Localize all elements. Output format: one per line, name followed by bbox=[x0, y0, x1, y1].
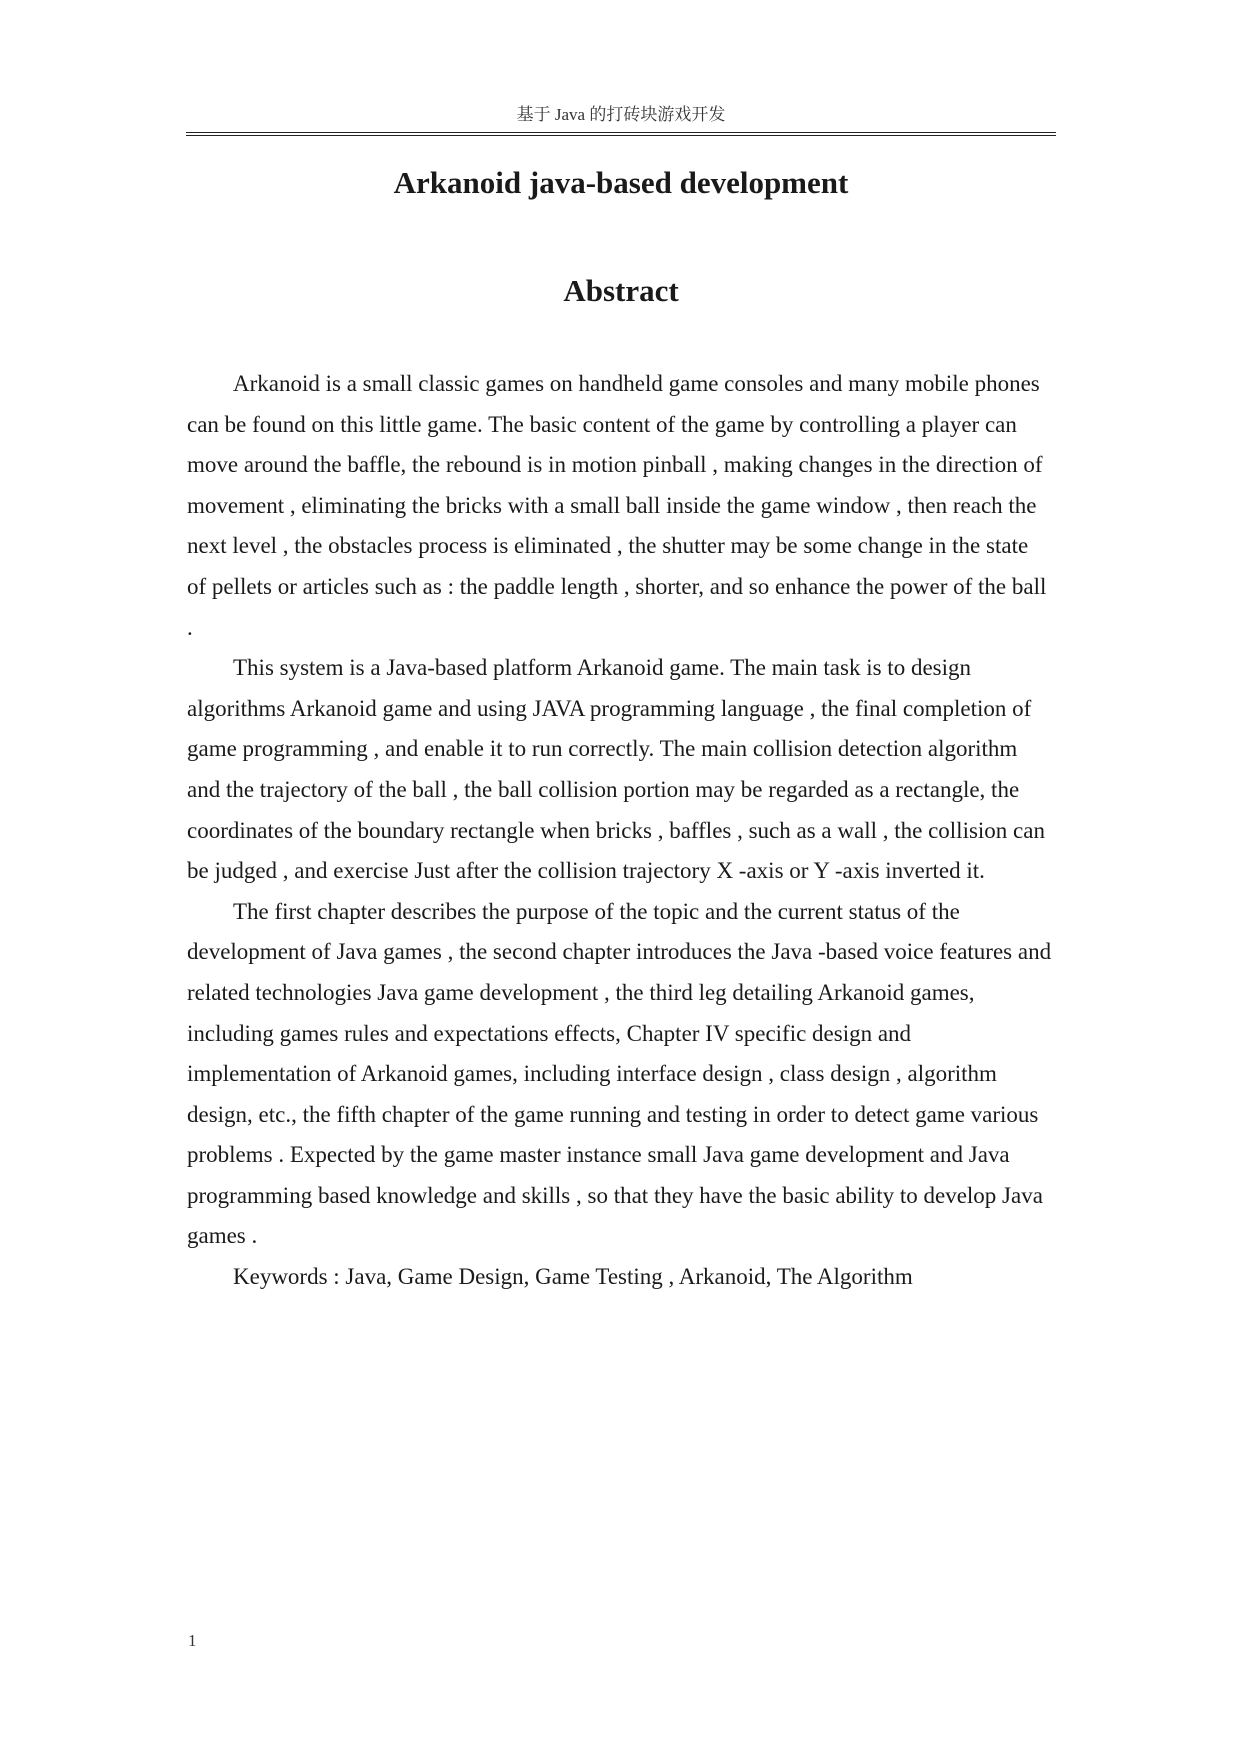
page-number: 1 bbox=[188, 1631, 197, 1650]
keywords-line: Keywords : Java, Game Design, Game Testing , Arkanoid, The Algorithm bbox=[233, 1264, 913, 1290]
document-title: Arkanoid java-based development bbox=[393, 165, 849, 200]
abstract-body bbox=[187, 364, 1053, 1298]
abstract-paragraph: Arkanoid is a small classic games on handheld game consoles and many mobile phones can be found on this little game. The basic content of the game by controlling a player can move around the baffle, the rebound is in motion pinball , making changes in the direction of movement , eliminating the bricks with a small ball inside the game window , then reach the next level , the obstacles process is eliminated , the shutter may be some change in the state of pellets or articles such as : the paddle length , shorter, and so enhance the power of the ball . bbox=[187, 371, 1047, 640]
abstract-heading: Abstract bbox=[563, 273, 679, 308]
abstract-paragraph: The first chapter describes the purpose of the topic and the current status of the development of Java games , the second chapter introduces the Java -based voice features and related technologies Java game development , the third leg detailing Arkanoid games, including games rules and expectations effects, Chapter IV specific design and implementation of Arkanoid games, including interface design , class design , algorithm design, etc., the fifth chapter of the game running and testing in order to detect game various problems . Expected by the game master instance small Java game development and Java programming based knowledge and skills , so that they have the basic ability to develop Java games . bbox=[187, 898, 1052, 1249]
abstract-paragraph: This system is a Java-based platform Arkanoid game. The main task is to design algorithms Arkanoid game and using JAVA programming language , the final completion of game programming , and enable it to run correctly. The main collision detection algorithm and the trajectory of the ball , the ball collision portion may be regarded as a rectangle, the coordinates of the boundary rectangle when bricks , baffles , such as a wall , the collision can be judged , and exercise Just after the collision trajectory X -axis or Y -axis inverted it. bbox=[187, 655, 1045, 884]
running-header: 基于 Java 的打砖块游戏开发 bbox=[516, 105, 726, 124]
header-divider bbox=[186, 132, 1056, 136]
